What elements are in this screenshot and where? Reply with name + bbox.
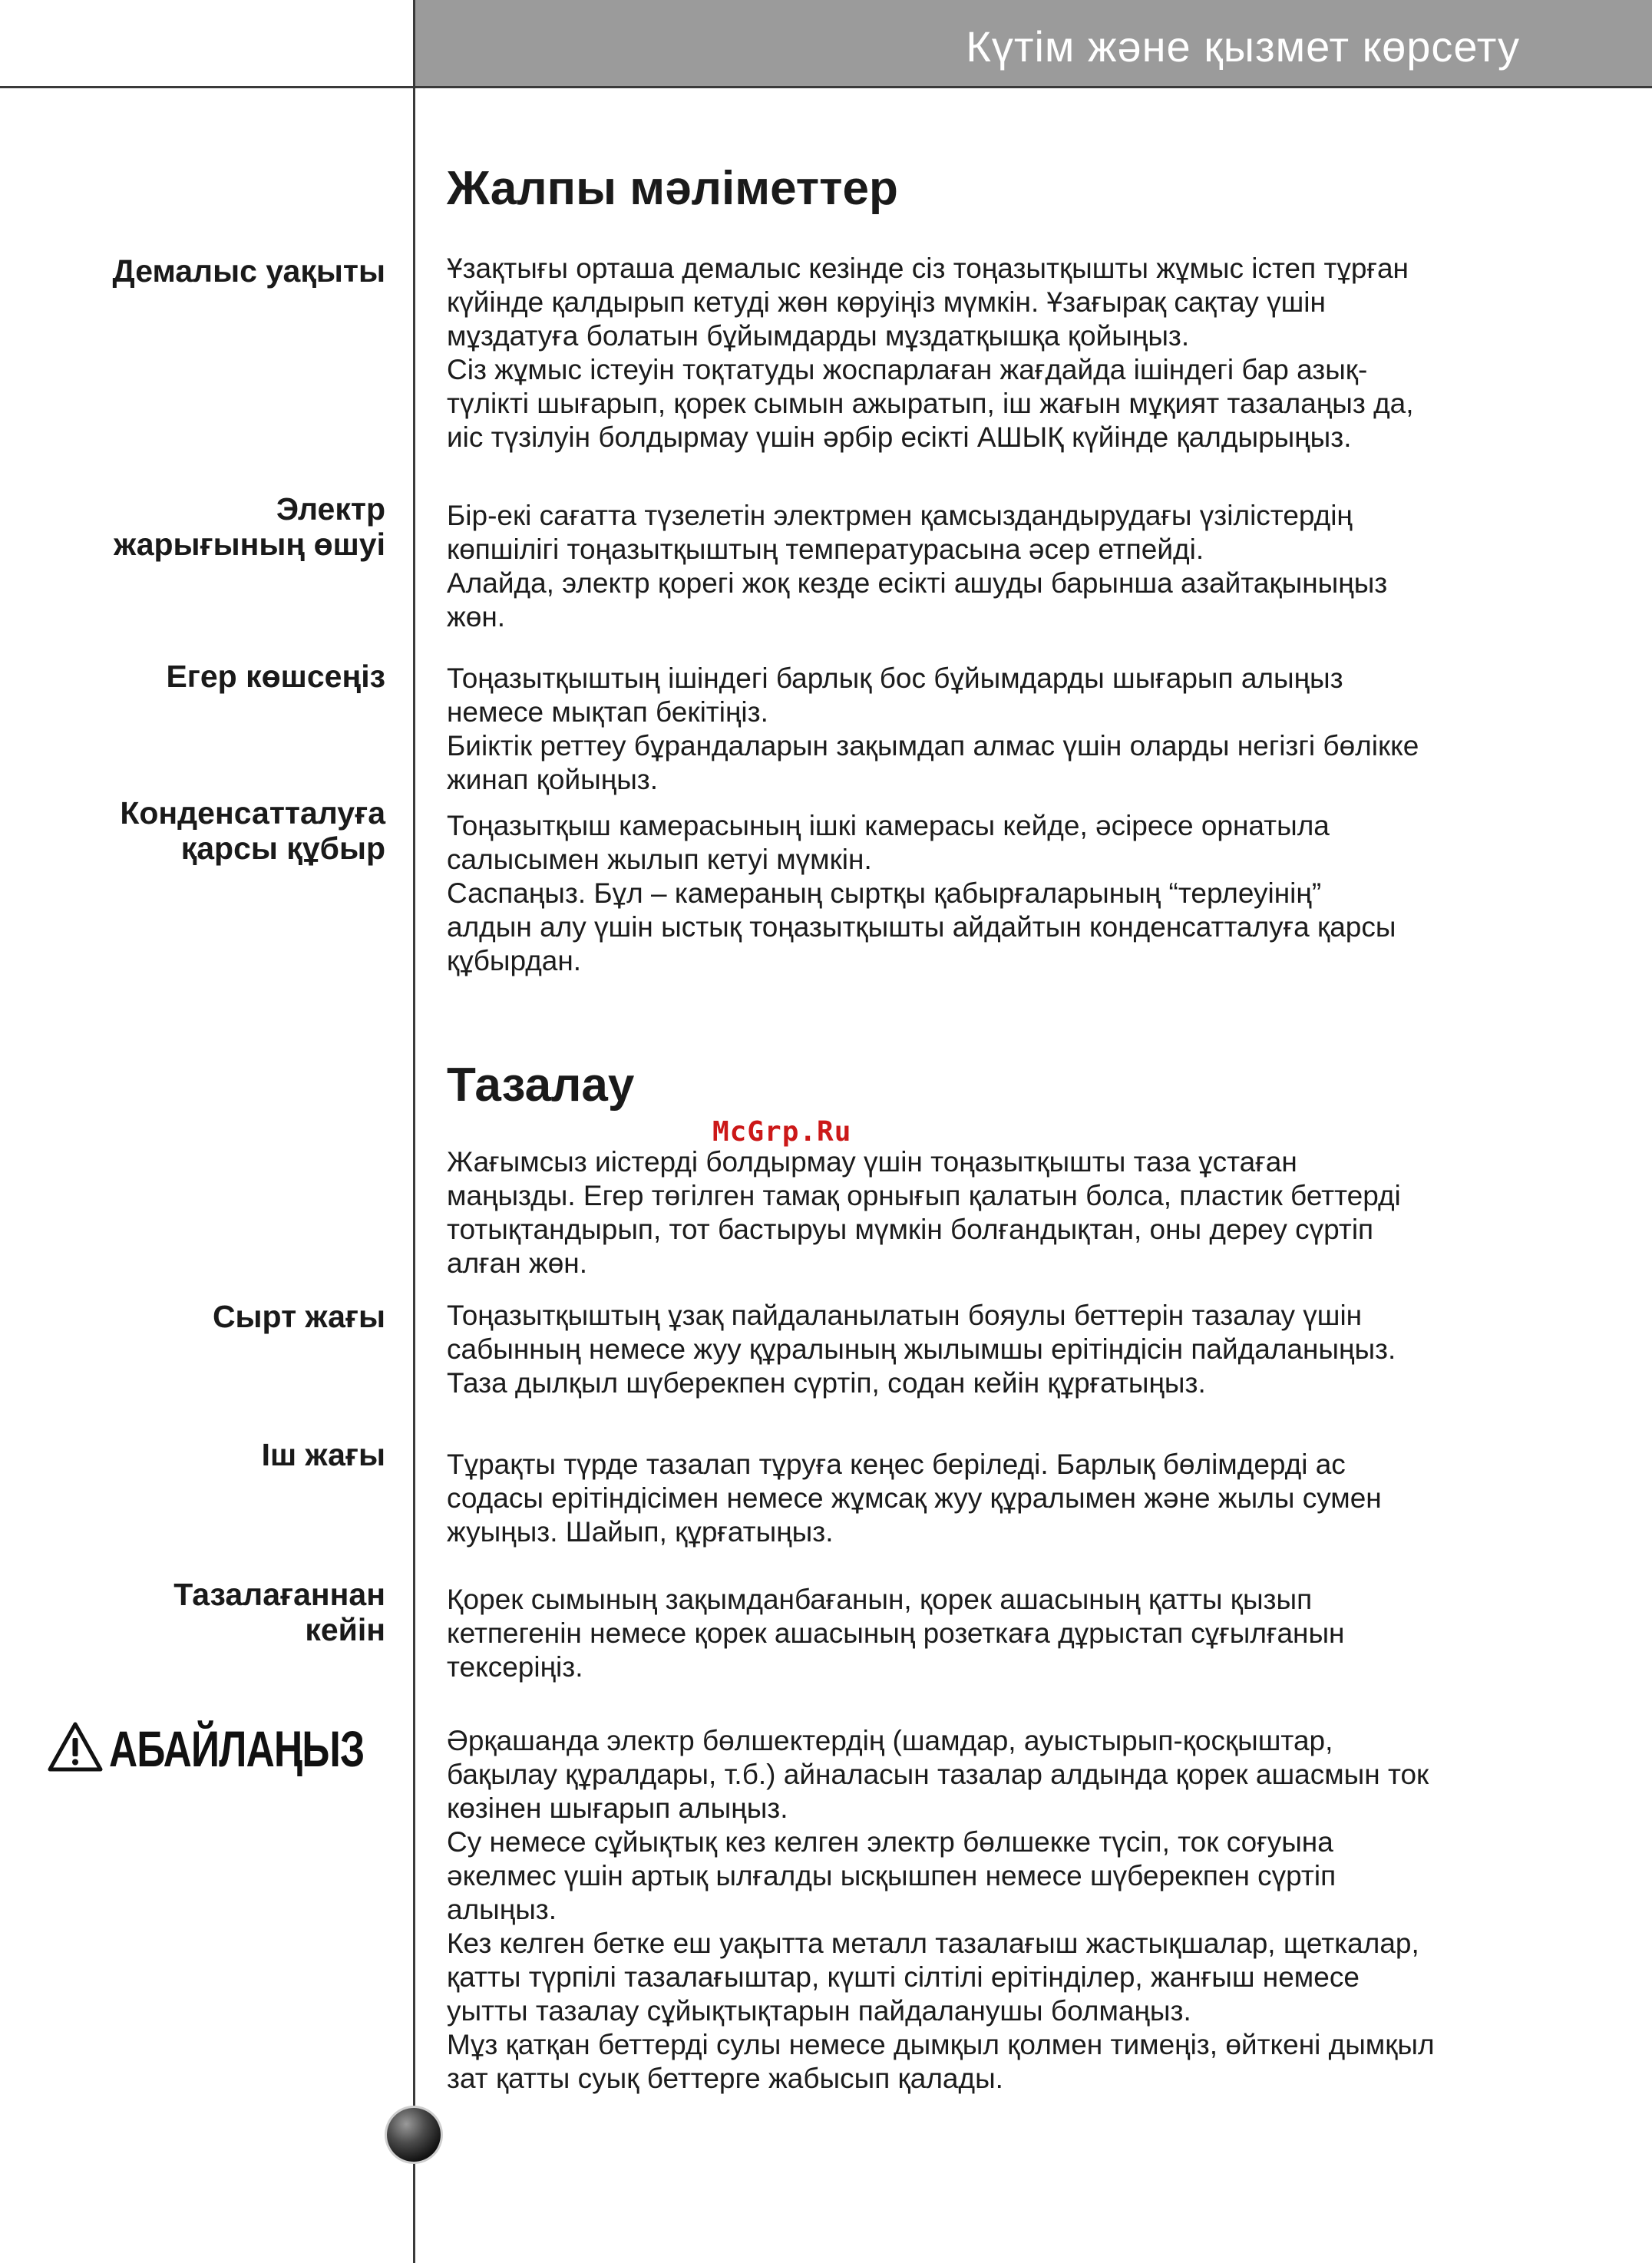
text-line: алыңыз.	[447, 1894, 557, 1925]
text-power-failure	[447, 499, 1537, 634]
text-line: кетпегенін немесе қорек ашасының розеткаға дұрыстап сұғылғанын	[447, 1617, 1345, 1649]
label-line: Тазалағаннан	[173, 1577, 385, 1612]
label-vacation: Демалыс уақыты	[112, 253, 385, 289]
text-line: жинап қойыңыз.	[447, 764, 659, 795]
text-line: құбырдан.	[447, 945, 582, 976]
text-line: салысымен жылып кетуі мүмкін.	[447, 844, 872, 875]
text-line: Бір-екі сағатта түзелетін электрмен қамсыздандырудағы үзілістердің	[447, 500, 1353, 531]
text-line: Жағымсыз иістерді болдырмау үшін тоңазытқышты таза ұстаған	[447, 1146, 1297, 1178]
label-moving: Егер көшсеңіз	[166, 659, 385, 694]
text-line: қатты түрпілі тазалағыштар, күшті сілтілі ерітінділер, жанғыш немесе	[447, 1961, 1360, 1993]
chapter-title: Күтім және қызмет көрсету	[966, 22, 1520, 71]
text-line: иіс түзілуін болдырмау үшін әрбір есікті АШЫҚ күйінде қалдырыңыз.	[447, 421, 1352, 453]
label-line: Электр	[276, 491, 385, 527]
text-line: түлікті шығарып, қорек сымын ажыратып, іш жағын мұқият тазалаңыз да,	[447, 388, 1414, 419]
label-anticondensation	[2, 795, 385, 866]
column-divider	[413, 0, 415, 2263]
text-line: әкелмес үшін артық ылғалды ысқышпен немесе шүберекпен сүртіп	[447, 1860, 1336, 1891]
text-moving	[447, 662, 1537, 797]
text-line: Тоңазытқыштың ұзақ пайдаланылатын бояулы беттерін тазалау үшін	[447, 1300, 1363, 1331]
text-line: немесе мықтап бекітіңіз.	[447, 696, 768, 728]
text-line: Биіктік реттеу бұрандаларын зақымдап алмас үшін оларды негізгі бөлікке	[447, 730, 1419, 761]
text-line: жуыңыз. Шайып, құрғатыңыз.	[447, 1516, 834, 1548]
text-line: күйінде қалдырып кетуді жөн көруіңіз мүмкін. Ұзағырақ сақтау үшін	[447, 286, 1326, 318]
text-line: Су немесе сұйықтық кез келген электр бөлшекке түсіп, ток соғуына	[447, 1826, 1333, 1858]
page-marker-bullet	[387, 2108, 441, 2162]
text-line: Тоңазытқыштың ішіндегі барлық бос бұйымдарды шығарып алыңыз	[447, 662, 1343, 694]
caution-label: АБАЙЛАҢЫЗ	[109, 1720, 365, 1777]
text-line: зат қатты суық беттерге жабысып қалады.	[447, 2063, 1003, 2094]
text-line: Кез келген бетке еш уақытта металл тазалағыш жастықшалар, щеткалар,	[447, 1928, 1419, 1959]
text-line: көпшілігі тоңазытқыштың температурасына әсер етпейді.	[447, 534, 1204, 565]
header-rule	[0, 86, 1652, 88]
text-line: тексеріңіз.	[447, 1651, 583, 1683]
text-exterior	[447, 1299, 1537, 1400]
section-title-general: Жалпы мәліметтер	[447, 162, 898, 215]
text-line: Тұрақты түрде тазалап тұруға кеңес беріледі. Барлық бөлімдерді ас	[447, 1449, 1346, 1480]
text-line: Ұзақтығы орташа демалыс кезінде сіз тоңазытқышты жұмыс істеп тұрған	[447, 253, 1409, 284]
text-line: жөн.	[447, 601, 506, 633]
section-title-cleaning: Тазалау	[447, 1059, 635, 1112]
text-line: Әрқашанда электр бөлшектердің (шамдар, ауыстырып-қосқыштар,	[447, 1725, 1333, 1756]
watermark: McGrp.Ru	[712, 1116, 852, 1148]
text-line: бақылау құралдары, т.б.) айналасын тазалар алдында қорек ашасмын ток	[447, 1759, 1429, 1790]
header-band	[415, 0, 1652, 86]
text-caution	[447, 1724, 1537, 2096]
text-interior	[447, 1448, 1537, 1549]
text-line: Мұз қатқан беттерді сулы немесе дымқыл қолмен тимеңіз, өйткені дымқыл	[447, 2029, 1435, 2060]
label-after-cleaning	[2, 1577, 385, 1647]
label-line: Конденсатталуға	[120, 795, 385, 831]
text-line: уытты тазалау сұйықтықтарын пайдаланушы болмаңыз.	[447, 1995, 1191, 2027]
label-power-failure	[2, 491, 385, 562]
label-line: кейін	[305, 1612, 385, 1647]
label-line: жарығының өшуі	[114, 527, 385, 562]
text-line: алған жөн.	[447, 1247, 587, 1279]
text-line: содасы ерітіндісімен немесе жұмсақ жуу құралымен және жылы сумен	[447, 1482, 1382, 1514]
caution-heading	[48, 1718, 436, 1779]
text-line: маңызды. Егер төгілген тамақ орнығып қалатын болса, пластик беттерді	[447, 1180, 1401, 1211]
text-line: Тоңазытқыш камерасының ішкі камерасы кейде, әсіресе орнатыла	[447, 810, 1330, 841]
text-line: Саспаңыз. Бұл – камераның сыртқы қабырғаларының “терлеуінің”	[447, 877, 1322, 909]
text-line: Таза дылқыл шүберекпен сүртіп, содан кейін құрғатыңыз.	[447, 1367, 1206, 1399]
text-line: көзінен шығарып алыңыз.	[447, 1792, 788, 1824]
text-line: Қорек сымының зақымданбағанын, қорек ашасының қатты қызып	[447, 1584, 1313, 1615]
text-vacation	[447, 252, 1537, 454]
text-anticondensation	[447, 809, 1537, 978]
label-interior: Іш жағы	[261, 1437, 385, 1472]
text-line: Алайда, электр қорегі жоқ кезде есікті ашуды барынша азайтақыныңыз	[447, 567, 1388, 599]
text-line: Сіз жұмыс істеуін тоқтатуды жоспарлаған жағдайда ішіндегі бар азық-	[447, 354, 1368, 385]
text-line: сабынның немесе жуу құралының жылымшы ерітіндісін пайдаланыңыз.	[447, 1333, 1396, 1365]
text-after-cleaning	[447, 1583, 1537, 1684]
label-exterior: Сырт жағы	[212, 1299, 385, 1334]
text-cleaning-intro	[447, 1145, 1537, 1280]
text-line: тотықтандырып, тот бастыруы мүмкін болғандықтан, оны дереу сүртіп	[447, 1214, 1374, 1245]
text-line: алдын алу үшін ыстық тоңазытқышты айдайтын конденсатталуға қарсы	[447, 911, 1396, 943]
warning-triangle-icon	[48, 1721, 103, 1777]
label-line: қарсы құбыр	[180, 831, 385, 866]
text-line: мұздатуға болатын бұйымдарды мұздатқышқа қойыңыз.	[447, 320, 1190, 352]
